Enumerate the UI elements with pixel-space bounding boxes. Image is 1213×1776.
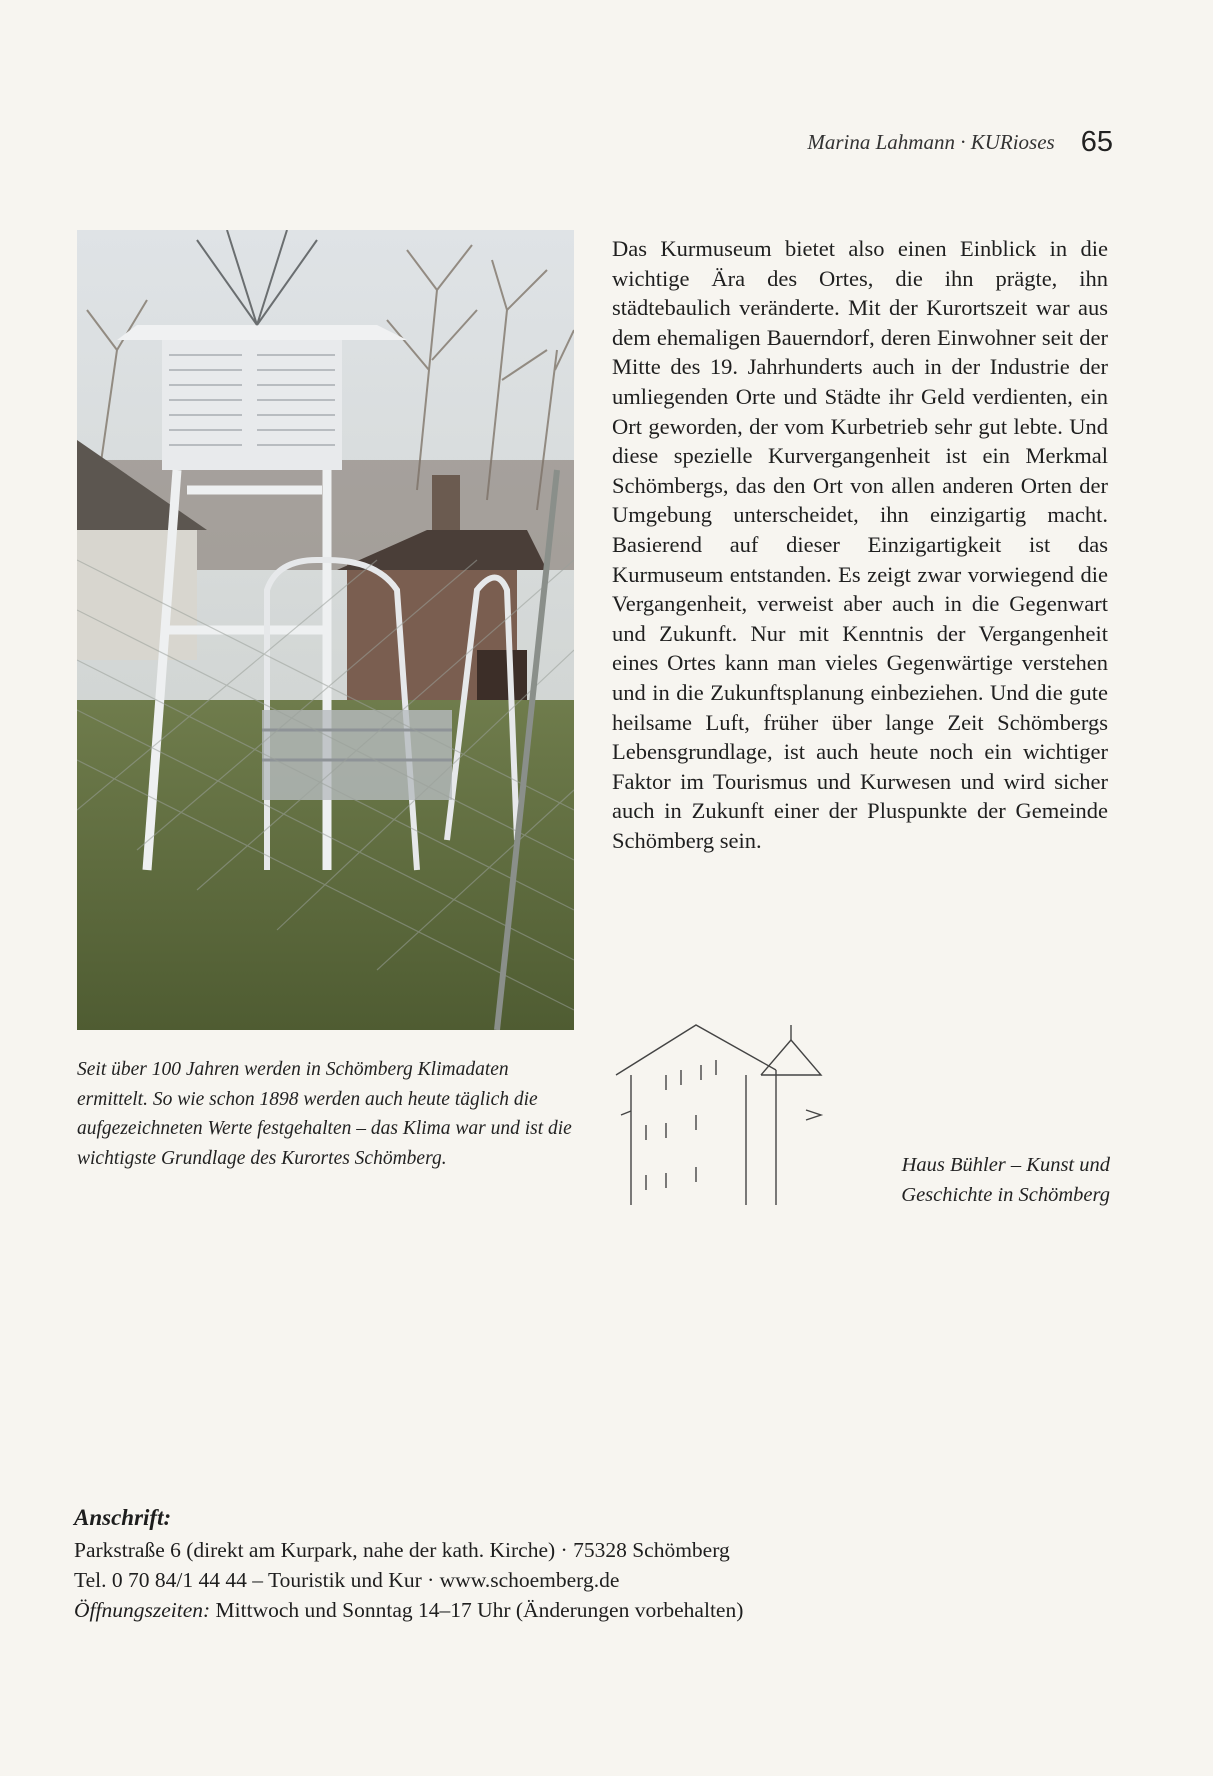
photo-caption: Seit über 100 Jahren werden in Schömberg Klimadaten ermittelt. So wie schon 1898 werden auch heute täglich die aufgezeichneten Werte festgehalten – das Klima war und ist die wichtigste Grundlage des Kurortes Schömberg. — [77, 1059, 572, 1169]
opening-hours — [74, 1595, 1114, 1625]
opening-hours-value: Mittwoch und Sonntag 14–17 Uhr (Änderungen vorbehalten) — [215, 1598, 744, 1622]
address-block — [74, 1505, 1114, 1625]
house-line-drawing — [606, 1015, 856, 1215]
page-number: 65 — [1080, 126, 1113, 158]
haus-buehler-sketch — [606, 1015, 856, 1215]
weather-station-illustration — [77, 230, 574, 1030]
sketch-caption: Haus Bühler – Kunst und Geschichte in Schömberg — [901, 1154, 1110, 1206]
address-contact: Tel. 0 70 84/1 44 44 – Touristik und Kur · www.schoemberg.de — [74, 1568, 620, 1592]
page-header — [600, 126, 1113, 159]
article-body: Das Kurmuseum bietet also einen Einblick in die wichtige Ära des Ortes, die ihn prägte, ihn städtebaulich veränderte. Mit der Kurortszeit war aus dem ehemaligen Bauerndorf, deren Einwohner seit der Mitte des 19. Jahrhunderts auch in der Industrie der umliegenden Orte und Städte ihr Geld verdienten, ein Ort geworden, der vom Kurbetrieb sehr gut lebte. Und diese spezielle Kurvergangenheit ist ein Merkmal Schömbergs, das den Ort von allen anderen Orten der Umgebung unterscheidet, ihn einzigartig macht. Basierend auf dieser Einzigartigkeit ist das Kurmuseum entstanden. Es zeigt zwar vorwiegend die Vergangenheit, verweist aber auch in die Gegenwart und Zukunft. Nur mit Kenntnis der Vergangenheit eines Ortes kann man vieles Gegenwärtige verstehen und in die Zukunftsplanung einbeziehen. Und die gute heilsame Luft, früher über lange Zeit Schömbergs Lebensgrundlage, ist auch heute noch ein wichtiger Faktor im Tourismus und Kurwesen und wird sicher auch in Zukunft einer der Pluspunkte der Gemeinde Schömberg sein. — [612, 236, 1108, 853]
running-title: Marina Lahmann · KURioses — [807, 130, 1055, 154]
weather-station-photo — [77, 230, 574, 1030]
address-heading: Anschrift: — [74, 1505, 172, 1530]
address-street: Parkstraße 6 (direkt am Kurpark, nahe der kath. Kirche) · 75328 Schömberg — [74, 1538, 730, 1562]
opening-hours-label: Öffnungszeiten: — [74, 1598, 211, 1622]
